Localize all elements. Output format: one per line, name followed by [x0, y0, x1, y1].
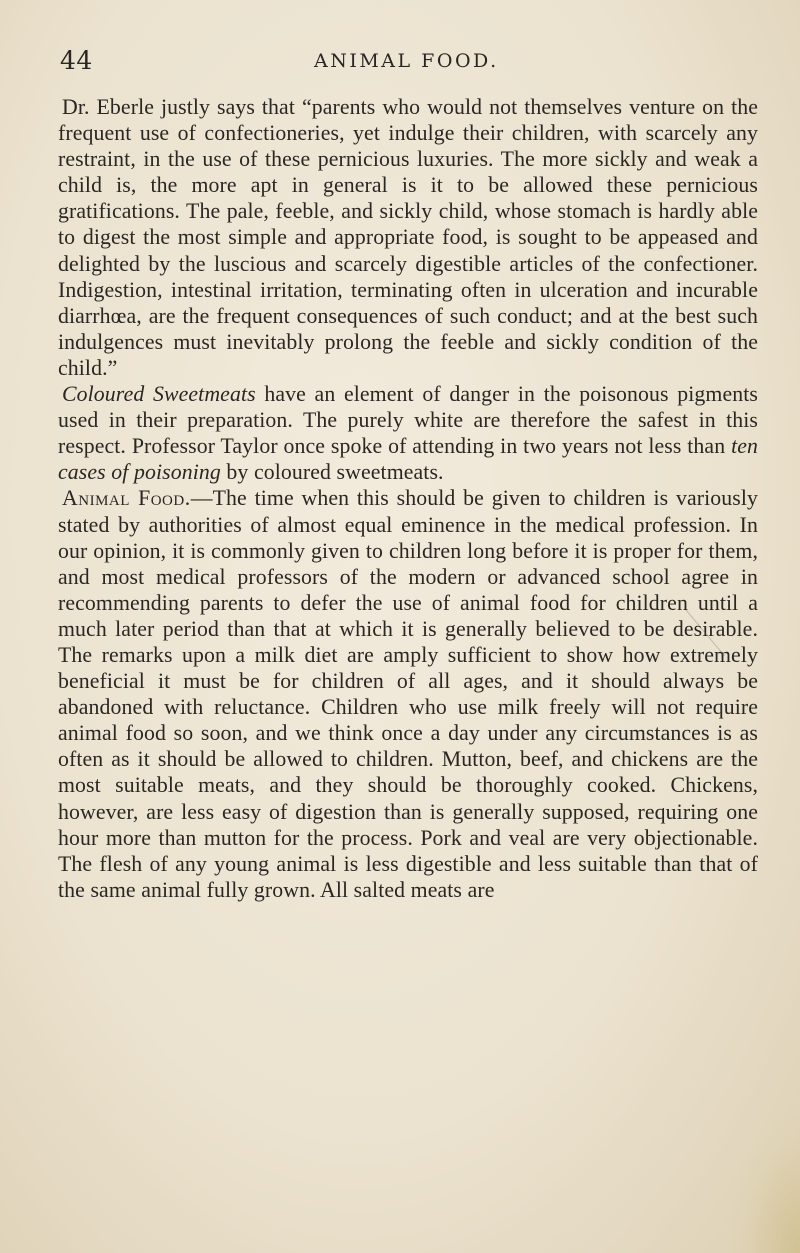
running-head: ANIMAL FOOD. — [314, 50, 499, 72]
page-header — [0, 46, 800, 80]
section-heading-coloured-sweetmeats: Coloured Sweetmeats — [62, 382, 256, 407]
paragraph-animal-food — [58, 485, 758, 903]
paragraph-text: by coloured sweetmeats. — [220, 460, 444, 485]
paragraph-text: —The time when this should be given to children is variously stated by authorities of almost equal eminence in the medical profession. In our opinion, it is commonly given to children long before it is proper for them, and most medical professors of the modern or advanced school agree in recommending parents to defer the use of animal food for children until a much later period than that at which it is generally believed to be desirable. The remarks upon a milk diet are amply sufficient to show how extremely beneficial it must be for children of all ages, and it should always be abandoned with reluctance. Children who use milk freely will not require animal food so soon, and we think once a day under any circumstances is as often as it should be allowed to children. Mutton, beef, and chickens are the most suitable meats, and they should be thoroughly cooked. Chickens, however, are less easy of digestion than is generally supposed, requiring one hour more than mutton for the process. Pork and veal are very objectionable. The flesh of any young animal is less digestible and less suitable than that of the same animal fully grown. All salted meats are — [58, 486, 759, 902]
paragraph-eberle-quote: Dr. Eberle justly says that “parents who would not themselves venture on the frequent use of confectioneries, yet indulge their children, with scarcely any restraint, in the use of these pernicious luxuries. The more sickly and weak a child is, the more apt in general is it to be allowed these pernicious gratifications. The pale, feeble, and sickly child, whose stomach is hardly able to digest the most simple and appropriate food, is sought to be appeased and delighted by the luscious and scarcely digestible articles of the confectioner. Indigestion, intestinal irritation, terminating often in ulceration and incurable diarrhœa, are the frequent consequences of such conduct; and at the best such indulgences must inevitably prolong the feeble and sickly condition of the child.” — [58, 95, 758, 380]
paper-stain — [730, 1113, 800, 1253]
paragraph-text: have an element of danger in the poisonous pigments used in their preparation. The purely white are therefore the safest in this respect. Professor Taylor once spoke of attending in two years not less than — [58, 382, 758, 459]
emphasis-ten-cases: ten cases of poisoning — [58, 434, 758, 485]
body-text — [58, 94, 758, 903]
paragraph-coloured-sweetmeats — [58, 381, 758, 485]
page-number: 44 — [60, 46, 93, 75]
section-heading-animal-food: Animal Food. — [62, 486, 191, 511]
